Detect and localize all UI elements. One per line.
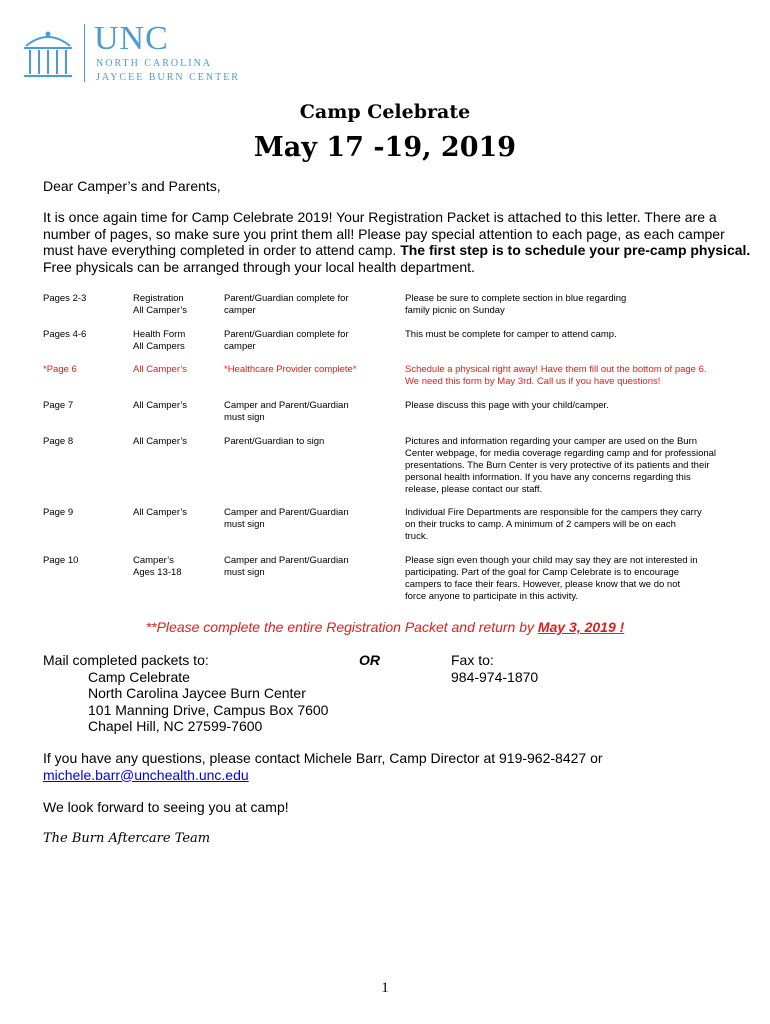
row-by: Camper and Parent/Guardian must sign: [224, 555, 349, 578]
contact-email-link[interactable]: michele.barr@unchealth.unc.edu: [43, 766, 249, 783]
row-who: Registration All Camper’s: [133, 293, 188, 316]
mail-line-1: Camp Celebrate: [88, 668, 190, 685]
fax-block: [451, 652, 538, 685]
closing-line: We look forward to seeing you at camp!: [43, 799, 289, 815]
mail-address-block: [43, 652, 328, 735]
notice-text: **Please complete the entire Registration Packet and return by: [145, 619, 538, 635]
camp-title: Camp Celebrate: [299, 101, 471, 123]
row-by: *Healthcare Provider complete*: [224, 364, 357, 375]
row-note: Please be sure to complete section in blue regarding family picnic on Sunday: [405, 293, 627, 316]
row-by: Parent/Guardian complete for camper: [224, 329, 349, 352]
or-label: OR: [359, 652, 380, 668]
questions-paragraph: [43, 750, 743, 783]
row-who: All Camper’s: [133, 400, 188, 411]
logo-line-1: NORTH CAROLINA: [96, 58, 213, 69]
row-by: Parent/Guardian complete for camper: [224, 293, 349, 316]
row-who: Camper’s Ages 13-18: [133, 555, 182, 578]
intro-bold: The first step is to schedule your pre-camp physical.: [400, 242, 751, 258]
return-notice: [0, 619, 770, 635]
fax-label: Fax to:: [451, 652, 494, 668]
row-who: All Camper’s: [133, 507, 188, 518]
signature: The Burn Aftercare Team: [43, 831, 211, 846]
mail-line-3: 101 Manning Drive, Campus Box 7600: [88, 701, 329, 718]
row-by: Parent/Guardian to sign: [224, 436, 325, 447]
row-note: Please discuss this page with your child/camper.: [405, 400, 609, 411]
greeting: Dear Camper’s and Parents,: [43, 178, 221, 194]
mail-line-4: Chapel Hill, NC 27599-7600: [88, 718, 263, 734]
row-pages: Page 8: [43, 436, 74, 447]
fax-number: 984-974-1870: [451, 668, 539, 685]
row-pages: *Page 6: [43, 364, 77, 375]
old-well-icon: [18, 24, 78, 84]
page-number: 1: [381, 980, 389, 996]
row-pages: Pages 4-6: [43, 329, 87, 340]
row-pages: Pages 2-3: [43, 293, 87, 304]
row-note: Individual Fire Departments are responsible for the campers they carry on their trucks to camp. A minimum of 2 campers will be on each truck.: [405, 507, 702, 542]
logo-name: UNC: [94, 20, 169, 57]
row-note: Schedule a physical right away! Have them fill out the bottom of page 6. We need this form by May 3rd. Call us if you have questions!: [405, 364, 707, 387]
row-who: All Camper’s: [133, 364, 188, 375]
row-pages: Page 7: [43, 400, 74, 411]
mail-label: Mail completed packets to:: [43, 652, 209, 668]
row-note: Pictures and information regarding your camper are used on the Burn Center webpage, for media coverage regarding camp and for professional presentations. The Burn Center is very protective of its patients and their personal health information. If you have any concerns regarding this release, please contact our staff.: [405, 436, 717, 495]
row-pages: Page 9: [43, 507, 74, 518]
intro-text: It is once again time for Camp Celebrate 2019! Your Registration Packet is attached to this letter. There are a number of pages, so make sure you print them all! Please pay special attention to each page, as each camper must have everything completed in order to attend camp.: [43, 209, 725, 258]
intro-paragraph: [43, 209, 753, 275]
row-who: All Camper’s: [133, 436, 188, 447]
row-by: Camper and Parent/Guardian must sign: [224, 400, 349, 423]
logo-divider: [84, 24, 85, 82]
row-note: Please sign even though your child may say they are not interested in participating. Part of the goal for Camp Celebrate is to encourage campers to face their fears. However, please know that we do not force anyone to participate in this activity.: [405, 555, 698, 602]
questions-text: If you have any questions, please contact Michele Barr, Camp Director at 919-962-8427 or: [43, 750, 603, 766]
row-note: This must be complete for camper to attend camp.: [405, 329, 617, 340]
logo-line-2: JAYCEE BURN CENTER: [96, 72, 240, 83]
camp-dates: May 17 -19, 2019: [253, 132, 517, 163]
intro-text-2: Free physicals can be arranged through your local health department.: [43, 258, 475, 275]
unc-logo: [18, 20, 240, 84]
notice-date: May 3, 2019 !: [537, 619, 625, 635]
mail-line-2: North Carolina Jaycee Burn Center: [88, 685, 306, 701]
row-pages: Page 10: [43, 555, 79, 566]
row-by: Camper and Parent/Guardian must sign: [224, 507, 349, 530]
row-who: Health Form All Campers: [133, 329, 186, 352]
